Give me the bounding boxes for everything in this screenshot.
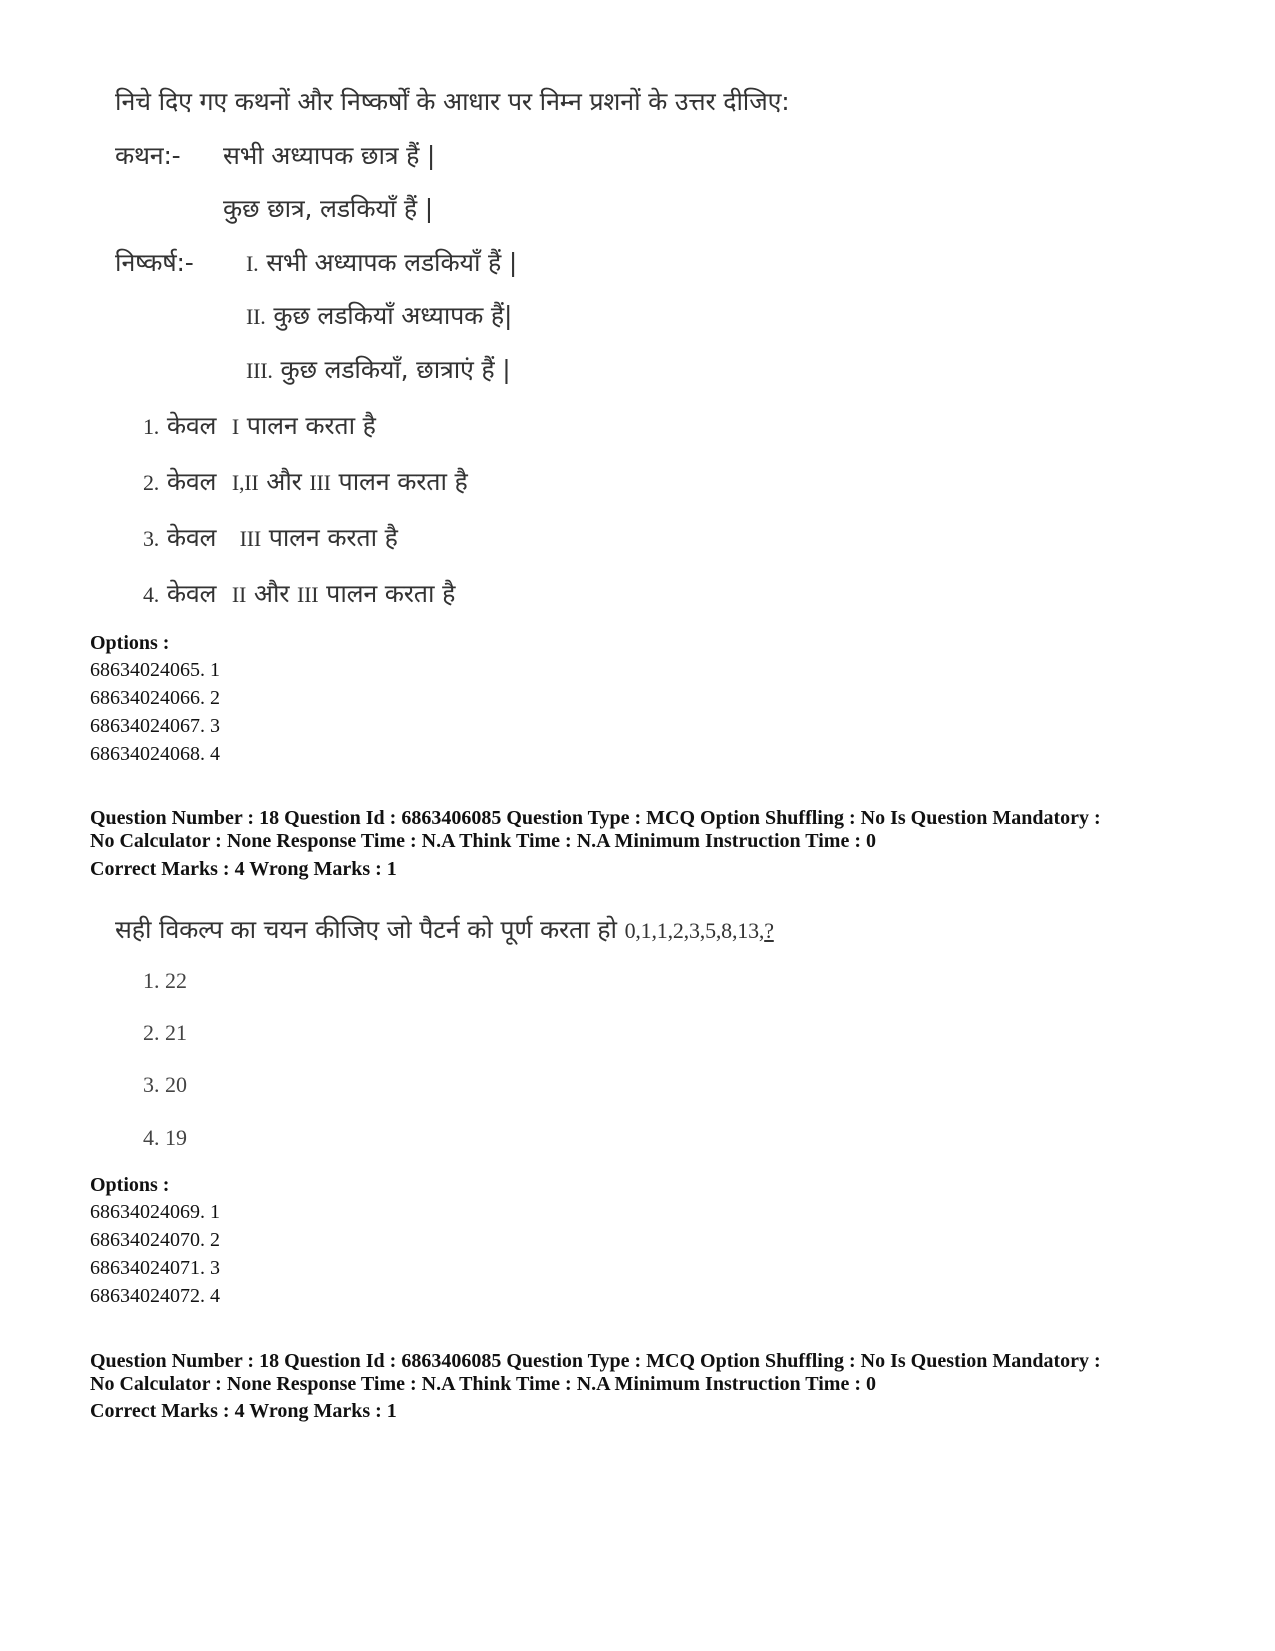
q18-choice-4: 4. 19 — [143, 1125, 187, 1150]
q17-option-4: 68634024068. 4 — [90, 743, 220, 765]
statement-2: कुछ छात्र, लडकियाँ हैं | — [223, 194, 433, 223]
q19-meta-line-1: Question Number : 18 Question Id : 6863406085 Question Type : MCQ Option Shuffling : No Is Question Mandatory : — [90, 1350, 1101, 1372]
q17-option-3: 68634024067. 3 — [90, 715, 220, 737]
q18-choice-1: 1. 22 — [143, 968, 187, 993]
conclusion-2: II. कुछ लडकियाँ अध्यापक हैं| — [246, 301, 513, 330]
q18-question: सही विकल्प का चयन कीजिए जो पैटर्न को पूर्ण करता हो 0,1,1,2,3,5,8,13,? — [115, 915, 774, 944]
q18-option-3: 68634024071. 3 — [90, 1257, 220, 1279]
q17-choice-1: 1. केवल I पालन करता है — [143, 411, 376, 440]
q17-options-label: Options : — [90, 632, 170, 654]
q17-choice-3: 3. केवल III पालन करता है — [143, 523, 398, 552]
conclusion-3: III. कुछ लडकियाँ, छात्राएं हैं | — [246, 355, 511, 384]
conclusion-1: I. सभी अध्यापक लडकियाँ हैं | — [246, 248, 518, 277]
q18-marks: Correct Marks : 4 Wrong Marks : 1 — [90, 858, 397, 880]
q18-choice-3: 3. 20 — [143, 1072, 187, 1097]
q17-instruction: निचे दिए गए कथनों और निष्कर्षों के आधार पर निम्न प्रशनों के उत्तर दीजिए: — [115, 87, 790, 116]
q17-option-1: 68634024065. 1 — [90, 659, 220, 681]
q19-marks: Correct Marks : 4 Wrong Marks : 1 — [90, 1400, 397, 1422]
q18-option-4: 68634024072. 4 — [90, 1285, 220, 1307]
q17-option-2: 68634024066. 2 — [90, 687, 220, 709]
q18-option-1: 68634024069. 1 — [90, 1201, 220, 1223]
q18-meta-line-2: No Calculator : None Response Time : N.A Think Time : N.A Minimum Instruction Time : 0 — [90, 830, 876, 852]
q18-option-2: 68634024070. 2 — [90, 1229, 220, 1251]
conclusions-label: निष्कर्ष:- — [115, 248, 194, 277]
statement-1: सभी अध्यापक छात्र हैं | — [223, 141, 436, 170]
statements-label: कथन:- — [115, 141, 181, 170]
q17-choice-4: 4. केवल II और III पालन करता है — [143, 579, 456, 608]
q19-meta-line-2: No Calculator : None Response Time : N.A Think Time : N.A Minimum Instruction Time : 0 — [90, 1373, 876, 1395]
q18-options-label: Options : — [90, 1174, 170, 1196]
q18-meta-line-1: Question Number : 18 Question Id : 6863406085 Question Type : MCQ Option Shuffling : No Is Question Mandatory : — [90, 807, 1101, 829]
q18-choice-2: 2. 21 — [143, 1020, 187, 1045]
q17-choice-2: 2. केवल I,II और III पालन करता है — [143, 467, 468, 496]
